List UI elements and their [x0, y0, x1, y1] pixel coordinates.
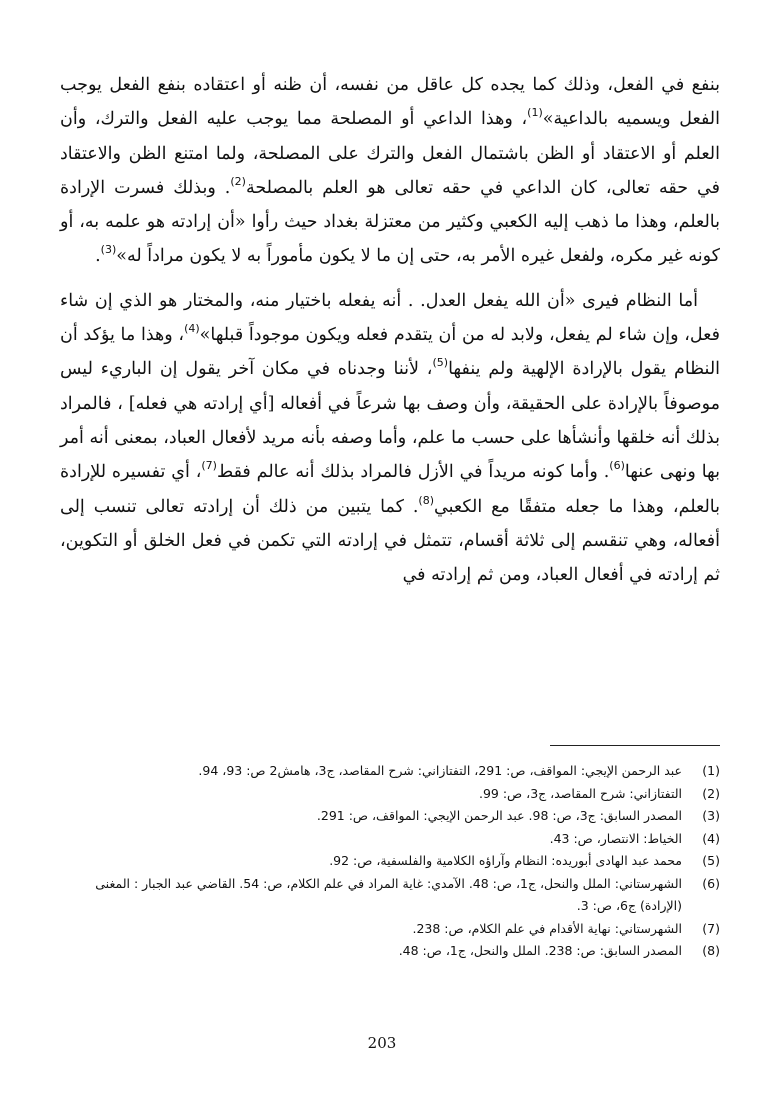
footnote-item — [60, 828, 720, 851]
footnotes — [60, 760, 720, 963]
paragraph-text: . — [95, 246, 101, 267]
paragraph-text: ، وهذا ما يؤكد أن النظام يقول بالإرادة الإلهية ولم ينفها — [60, 325, 721, 380]
footnote-item — [60, 805, 720, 828]
footnote-item — [60, 850, 720, 873]
footnote-number: (4) — [702, 830, 720, 846]
footnote-item — [60, 873, 720, 918]
footnote-text: محمد عبد الهادى أبوريده: النظام وآراؤه الكلامية والفلسفية، ص: 92. — [329, 853, 682, 868]
footnote-number: (1) — [702, 763, 720, 778]
paragraph-2 — [60, 284, 720, 593]
page-content — [60, 68, 721, 958]
footnote-number: (5) — [702, 853, 720, 868]
footnote-text: التفتازاني: شرح المقاصد، ج3، ص: 99. — [478, 785, 682, 801]
footnote-ref-7: (7) — [201, 459, 217, 473]
footnote-ref-2: (2) — [230, 174, 246, 188]
paragraph-text: . وبذلك فسرت الإرادة بالعلم، وهذا ما ذهب إليه الكعبي وكثير من معتزلة بغداد حيث رأوا «أن إرادته هو علمه به، أو كونه غير مكره، ولفعل غيره الأمر به، حتى إن ما لا يكون مأموراً به لا يكون مراداً له» — [60, 177, 720, 267]
body-text — [60, 68, 720, 592]
paragraph-text: . كما يتبين من ذلك أن إرادته تعالى تنسب إلى أفعاله، وهي تنقسم إلى ثلاثة أقسام، تتمثل في إرادته التي تكمن في فعل الخلق أو التكوين، ثم إرادته في أفعال العباد، ومن ثم إرادته في — [60, 496, 720, 586]
page-number: 203 — [367, 1034, 397, 1052]
footnote-text: الخياط: الانتصار، ص: 43. — [549, 830, 682, 846]
footnote-ref-1: (1) — [527, 106, 543, 120]
footnote-item — [60, 760, 720, 783]
paragraph-text: . وأما كونه مريداً في الأزل فالمراد بذلك أنه عالم فقط — [216, 462, 610, 483]
footnote-text: الشهرستاني: الملل والنحل، ج1، ص: 48. الآمدي: غاية المراد في علم الكلام، ص: 54. القاضي عبد الجبار : المغنى (الإرادة) ج6، ص: 3. — [95, 875, 682, 913]
footnote-number: (2) — [702, 785, 720, 801]
footnote-item — [60, 918, 720, 941]
paragraph-text: ، لأننا وجدناه في مكان آخر يقول إن الباريء ليس موصوفاً بالإرادة على الحقيقة، وأن وصف بها شرعاً في أفعاله [أي إرادته هي فعله] ، فالمراد بذلك أنه خلقها وأنشأها على حسب ما علم، وأما وصفه بأنه مريد لأفعال العباد، بمعنى أنه أمر بها ونهى عنها — [60, 359, 720, 483]
footnote-divider — [550, 745, 720, 746]
footnote-item — [60, 940, 720, 963]
footnote-ref-8: (8) — [418, 493, 435, 507]
footnote-ref-5: (5) — [432, 356, 449, 370]
footnote-ref-6: (6) — [609, 459, 625, 473]
footnote-text: المصدر السابق: ص: 238. الملل والنحل، ج1، ص: 48. — [398, 943, 682, 958]
footnote-number: (3) — [702, 808, 720, 823]
footnote-number: (6) — [702, 875, 720, 891]
footnote-text: عبد الرحمن الإيجي: المواقف، ص: 291، التفتازاني: شرح المقاصد، ج3، هامش2 ص: 93، 94. — [198, 763, 682, 778]
footnote-number: (7) — [702, 920, 720, 936]
paragraph-1 — [60, 68, 720, 274]
footnote-ref-4: (4) — [184, 322, 200, 336]
footnote-number: (8) — [702, 943, 720, 958]
paragraph-text: ، وهذا الداعي أو المصلحة مما يوجب عليه الفعل والترك، وأن العلم أو الاعتقاد أو الظن باشتمال الفعل والترك على المصلحة، ولما امتنع الظن والاعتقاد في حقه تعالى، كان الداعي في حقه تعالى هو العلم بالمصلحة — [60, 109, 720, 198]
paragraph-text: بنفع في الفعل، وذلك كما يجده كل عاقل من نفسه، أن ظنه أو اعتقاده بنفع الفعل يوجب الفعل ويسميه بالداعية» — [60, 75, 720, 130]
footnote-text: المصدر السابق: ج3، ص: 98. عبد الرحمن الإيجي: المواقف، ص: 291. — [316, 808, 682, 823]
footnote-ref-3: (3) — [100, 243, 117, 257]
paragraph-text: ، أي تفسيره للإرادة بالعلم، وهذا ما جعله متفقًا مع الكعبي — [60, 462, 720, 517]
footnote-text: الشهرستاني: نهاية الأقدام في علم الكلام، ص: 238. — [412, 920, 682, 936]
footnote-item — [60, 783, 720, 806]
paragraph-text: أما النظام فيرى «أن الله يفعل العدل. . أنه يفعله باختيار منه، والمختار هو الذي إن شاء فعل، وإن شاء لم يفعل، ولابد له من أن يتقدم فعله ويكون موجوداً قبلها» — [60, 290, 720, 346]
